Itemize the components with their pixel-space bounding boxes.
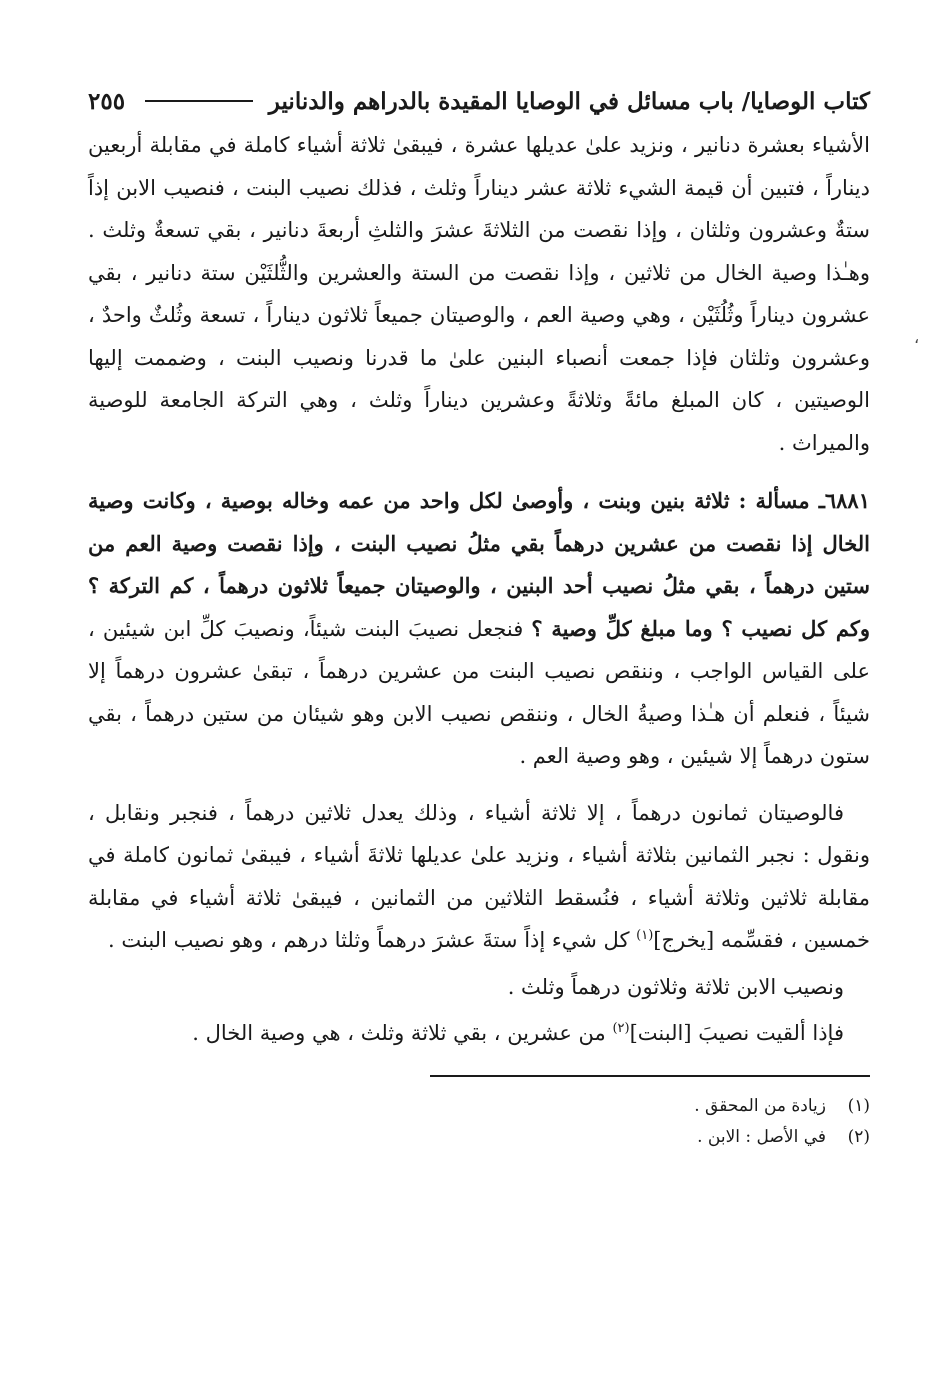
footnote-text: زيادة من المحقق . — [694, 1095, 826, 1116]
footnote-ref-1: (١) — [636, 928, 654, 943]
page-body — [88, 78, 870, 1153]
footnote-number: (٢) — [847, 1126, 870, 1147]
paragraph-1: الأشياء بعشرة دنانير ، ونزيد علىٰ عديلها عشرة ، فيبقىٰ ثلاثة أشياء كاملة في مقابلة أربعين ديناراً ، فتبين أن قيمة الشيء ثلاثة عشر ديناراً وثلث ، فذلك نصيب البنت ، فنصيب الابن إذاً ستةٌ وعشرون وثلثان ، وإذا نقصت من الثلاثةَ عشرَ والثلثِ أربعةَ دنانير ، بقي تسعةٌ وثلث . وهـٰذا وصية الخال من ثلاثين ، وإذا نقصت من الستة والعشرين والثُّلثَيْن ستة دنانير ، بقي عشرون ديناراً وثُلُثَيْن ، وهي وصية العم ، والوصيتان جميعاً ثلاثون ديناراً ، تسعة وثُلثٌ واحدٌ ، وعشرون وثلثان فإذا جمعت أنصباء البنين علىٰ ما قدرنا ونصيب البنت ، وضممت إليها الوصيتين ، كان المبلغ مائةً وثلاثةً وعشرين ديناراً وثلث ، وهي التركة الجامعة للوصية والميراث . — [88, 133, 870, 455]
paragraph-5-text-a: فإذا ألقيت نصيبَ [البنت] — [629, 1021, 844, 1045]
paragraph-3-text-b: كل شيء إذاً ستةَ عشرَ درهماً وثلثا درهم ، وهو نصيب البنت . — [108, 928, 637, 952]
paragraph-5 — [88, 1012, 870, 1055]
paragraph-5-text-b: من عشرين ، بقي ثلاثة وثلث ، هي وصية الخال . — [192, 1021, 613, 1045]
issue-solution: فنجعل نصيبَ البنت شيئاً، ونصيبَ كلِّ ابن شيئين ، على القياس الواجب ، وننقص نصيب البنت من عشرين درهماً ، تبقىٰ عشرون درهماً إلا شيئاً ، فنعلم أن هـٰذا وصيةُ الخال ، وننقص نصيب الابن وهو شيئان من ستين درهماً ، بقي ستون درهماً إلا شيئين ، وهو وصية العم . — [88, 616, 870, 768]
footnote-ref-2: (٢) — [612, 1021, 630, 1036]
paragraph-3-text-a: فالوصيتان ثمانون درهماً ، إلا ثلاثة أشياء ، وذلك يعدل ثلاثين درهماً ، فنجبر ونقابل ، ونقول : نجبر الثمانين بثلاثة أشياء ، ونزيد علىٰ عديلها ثلاثةَ أشياء ، فيبقىٰ ثمانون كاملة في مقابلة ثلاثين وثلاثة أشياء ، فنُسقط الثلاثين من الثمانين ، فيبقىٰ ثلاثة أشياء في مقابلة خمسين ، فقسِّمه [يخرج] — [88, 800, 870, 952]
footnote-text: في الأصل : الابن . — [697, 1126, 826, 1147]
paragraph-3 — [88, 792, 870, 962]
paragraph-2 — [88, 480, 870, 778]
issue-statement: ٦٨٨١ـ مسألة : ثلاثة بنين وبنت ، وأوصىٰ لكل واحد من عمه وخاله بوصية ، وكانت وصية الخال إذا نقصت من عشرين درهماً بقي مثلُ نصيب البنت ، وإذا نقصت وصية العم من ستين درهماً ، بقي مثلُ نصيب أحد البنين ، والوصيتان جميعاً ثلاثون درهماً ، كم التركة ؟ وكم كل نصيب ؟ وما مبلغ كلِّ وصية ؟ — [88, 488, 870, 641]
paragraph-4: ونصيب الابن ثلاثة وثلاثون درهماً وثلث . — [507, 974, 844, 999]
footnotes — [88, 1091, 870, 1153]
footnote-2 — [88, 1122, 870, 1153]
header-title: كتاب الوصايا/ باب مسائل في الوصايا المقيدة بالدراهم والدنانير — [268, 87, 870, 115]
margin-mark: ، — [914, 328, 920, 347]
header-rule — [145, 100, 253, 102]
running-header — [88, 78, 870, 124]
footnote-1 — [88, 1091, 870, 1122]
page-number: ٢٥٥ — [88, 87, 126, 115]
footnote-separator — [430, 1075, 870, 1077]
footnote-number: (١) — [847, 1095, 870, 1116]
